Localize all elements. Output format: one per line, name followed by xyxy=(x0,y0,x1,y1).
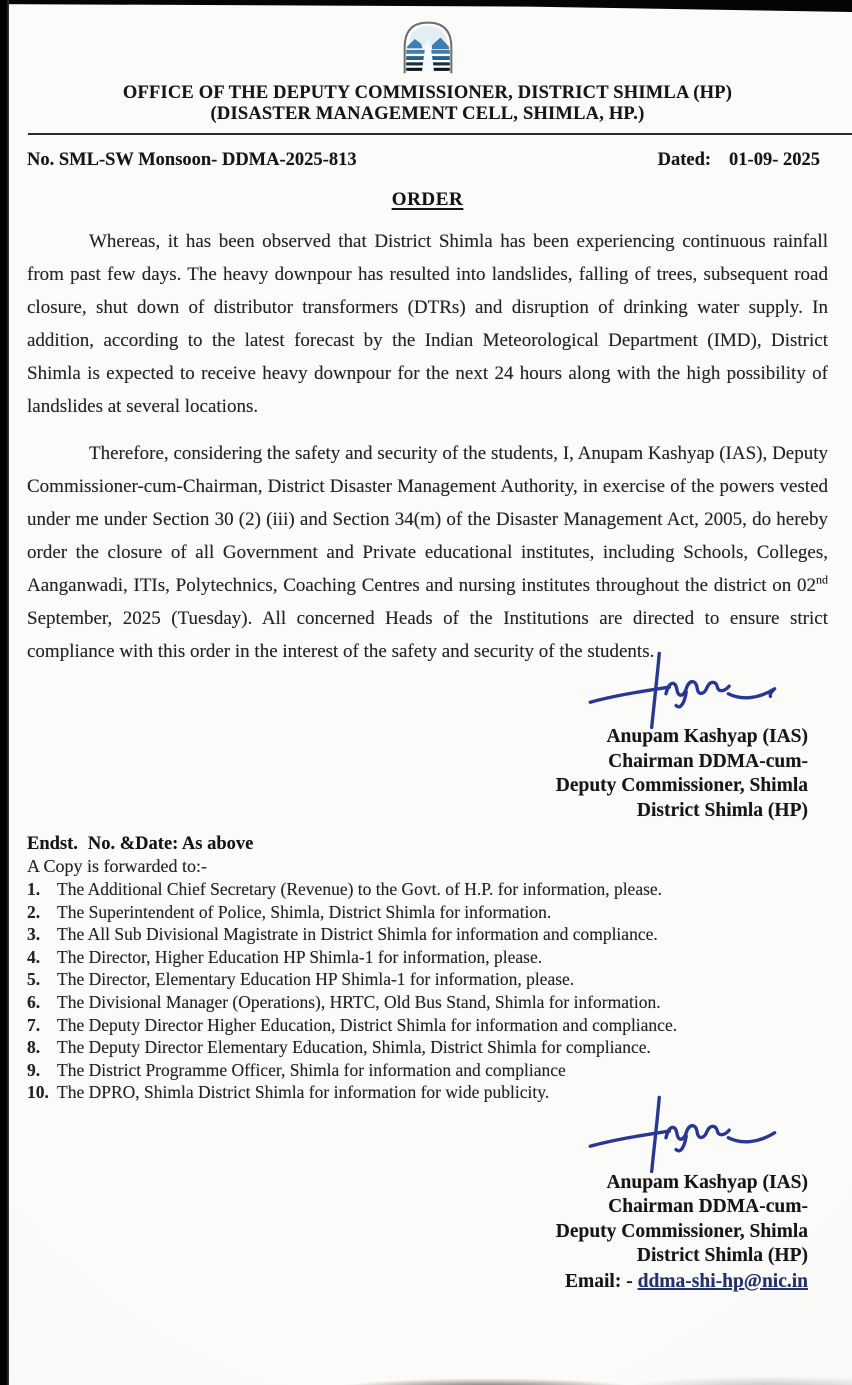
signatory-designation-2: Deputy Commissioner, Shimla xyxy=(555,1220,808,1242)
signatory-designation-2: Deputy Commissioner, Shimla xyxy=(555,775,808,796)
paragraph2-text-before: Therefore, considering the safety and security of the students, I, Anupam Kashyap (IAS), Deputy Commissioner-cum-Chairman, District Disaster Management Authority, in exercise of the powers vested under me under Section 30 (2) (iii) and Section 34(m) of the Disaster Management Act, 2005, do hereby order the closure of all Government and Private educational institutes, including Schools, Colleges, Aanganwadi, ITIs, Polytechnics, Coaching Centres and nursing institutes throughout the district on 02 xyxy=(27,443,828,596)
endorsement-section xyxy=(27,833,828,1104)
list-item: 5. The Director, Elementary Education HP Shimla-1 for information, please. xyxy=(27,969,575,990)
office-title: OFFICE OF THE DEPUTY COMMISSIONER, DISTRICT SHIMLA (HP) xyxy=(122,83,733,103)
reference-row xyxy=(27,150,828,171)
endorsement-heading: Endst. No. &Date: As above xyxy=(27,834,254,854)
list-item: 8. The Deputy Director Elementary Education, Shimla, District Shimla for compliance. xyxy=(27,1037,651,1058)
list-item: 9. The District Programme Officer, Shimla for information and compliance xyxy=(27,1059,566,1080)
paragraph2-text-after: September, 2025 (Tuesday). All concerned Heads of the Institutions are directed to ensure strict compliance with this order in the interest of the safety and security of the students. xyxy=(27,608,828,662)
signatory-designation-1: Chairman DDMA-cum- xyxy=(608,1196,808,1218)
signatory-designation-1: Chairman DDMA-cum- xyxy=(608,750,808,772)
ordinal-superscript: nd xyxy=(816,572,828,587)
page-curl-shadow-soft xyxy=(600,1371,852,1385)
order-paragraph-1: Whereas, it has been observed that District Shimla has been experiencing continuous rainfall from past few days. The heavy downpour has resulted into landslides, falling of trees, subsequent road closure, shut down of distributor transformers (DTRs) and disruption of drinking water supply. In addition, according to the latest forecast by the Indian Meteorological Department (IMD), District Shimla is expected to receive heavy downpour for the next 24 hours along with the high possibility of landslides at several locations. xyxy=(27,231,828,417)
forward-line: A Copy is forwarded to:- xyxy=(27,856,207,876)
page-curl-shadow xyxy=(255,1375,655,1385)
list-item: 6. The Divisional Manager (Operations), HRTC, Old Bus Stand, Shimla for information. xyxy=(27,991,661,1012)
signatory-designation-3: District Shimla (HP) xyxy=(636,799,808,821)
signatory-designation-3: District Shimla (HP) xyxy=(636,1245,808,1267)
date-value: 01-09- 2025 xyxy=(729,150,820,170)
order-paragraph-2 xyxy=(27,437,828,668)
header xyxy=(27,18,828,79)
order-heading: ORDER xyxy=(391,189,464,210)
list-item: 4. The Director, Higher Education HP Shimla-1 for information, please. xyxy=(27,946,543,967)
ddma-emblem-logo xyxy=(389,18,467,74)
signature-ink xyxy=(584,1094,780,1174)
date-label: Dated: xyxy=(657,150,712,170)
email-link[interactable]: ddma-shi-hp@nic.in xyxy=(637,1270,808,1292)
email-label: Email: - xyxy=(565,1270,638,1292)
list-item: 2. The Superintendent of Police, Shimla, District Shimla for information. xyxy=(27,901,552,922)
list-item: 1. The Additional Chief Secretary (Revenue) to the Govt. of H.P. for information, please. xyxy=(27,879,663,899)
signatory-name: Anupam Kashyap (IAS) xyxy=(606,726,808,747)
distribution-list xyxy=(27,878,828,1104)
date-group xyxy=(658,150,828,171)
signatory-name: Anupam Kashyap (IAS) xyxy=(606,1171,808,1193)
email-line xyxy=(27,1270,808,1295)
scan-edge-left xyxy=(0,0,9,1385)
signature-block-2 xyxy=(27,1112,828,1295)
list-item: 7. The Deputy Director Higher Education, District Shimla for information and compliance. xyxy=(27,1014,678,1035)
list-item: 3. The All Sub Divisional Magistrate in District Shimla for information and compliance. xyxy=(27,924,658,945)
header-divider xyxy=(28,133,852,135)
signature-block-1 xyxy=(27,668,828,823)
office-subtitle: (DISASTER MANAGEMENT CELL, SHIMLA, HP.) xyxy=(210,104,645,124)
signature-ink xyxy=(584,650,780,730)
list-item: 10. The DPRO, Shimla District Shimla for information for wide publicity. xyxy=(27,1082,550,1103)
reference-number: No. SML-SW Monsoon- DDMA-2025-813 xyxy=(27,150,357,170)
